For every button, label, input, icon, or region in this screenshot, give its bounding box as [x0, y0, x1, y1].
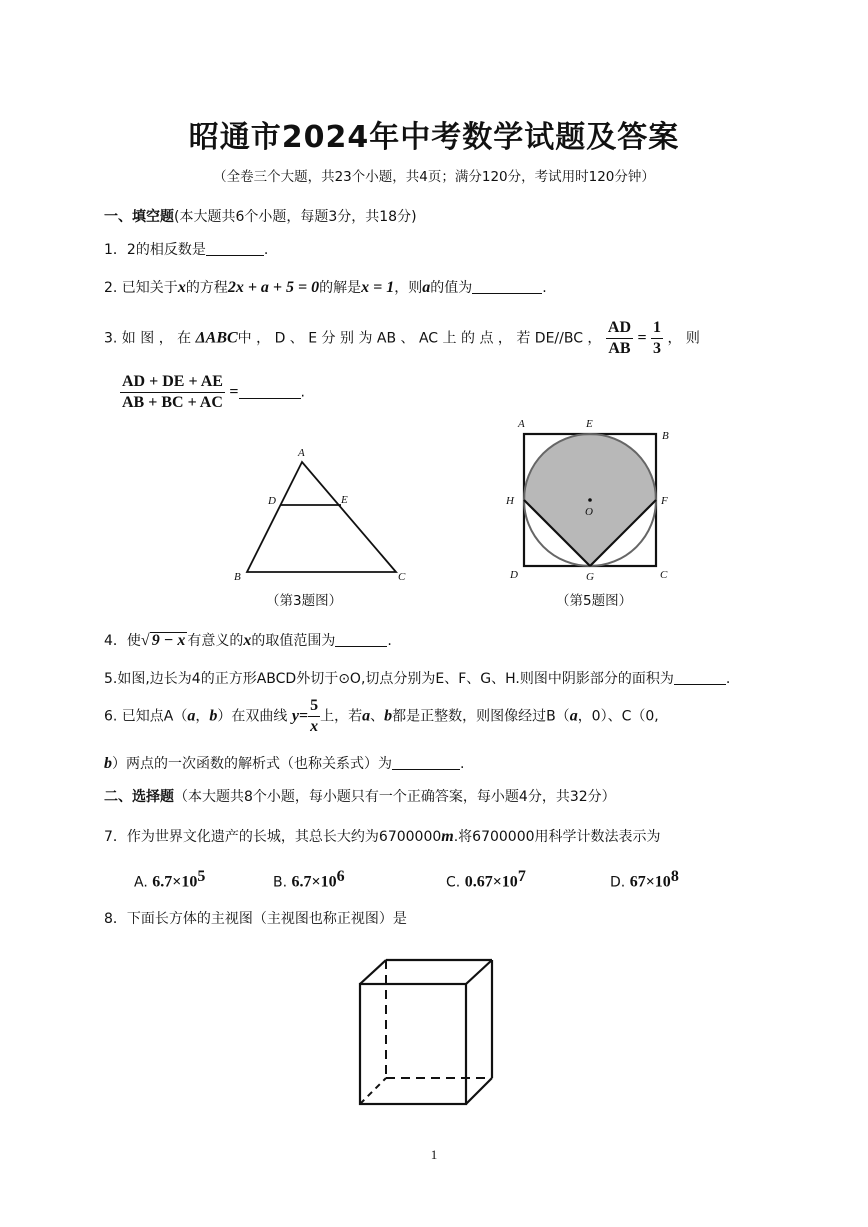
question-1-text: 1．2的相反数是 [104, 242, 206, 258]
cuboid-front-face [360, 984, 466, 1104]
equation: 2x + a + 5 = 0 [227, 279, 320, 296]
question-5-text: 5.如图,边长为4的正方形ABCD外切于⊙O,切点分别为E、F、G、H.则图中阴影部分的面积为 [104, 671, 674, 687]
var-b: b [384, 707, 393, 725]
label-b: B [662, 430, 669, 442]
var-b: b [104, 755, 112, 772]
label-e: E [586, 418, 593, 430]
question-6-text-c: ）在双曲线 [217, 708, 288, 725]
frac-den: AB + BC + AC [122, 394, 223, 411]
fraction-perimeter [120, 372, 225, 413]
question-3-text-b: 中 ， D 、 E 分 别 为 AB 、 AC 上 的 点 ， 若 DE//BC ， [237, 330, 602, 347]
answer-blank[interactable] [674, 670, 726, 685]
cuboid-edge [360, 960, 386, 984]
question-2-text-a: 2. 已知关于 [104, 280, 178, 296]
fraction-1-3 [651, 318, 663, 359]
page-subtitle: （全卷三个大题，共23个小题，共4页；满分120分，考试用时120分钟） [213, 169, 655, 185]
frac-num: AD + DE + AE [120, 372, 225, 393]
var-a: a [422, 279, 431, 296]
question-4-text-c: 的取值范围为 [251, 633, 336, 649]
label-d: D [510, 569, 518, 581]
triangle-abc: ΔABC [195, 329, 238, 347]
var-x: x [177, 279, 186, 296]
section-2-title: 二、选择题 [104, 789, 174, 805]
triangle-abc-shape [247, 462, 396, 572]
option-label: B. [273, 874, 288, 891]
answer-blank[interactable] [206, 241, 264, 256]
option-exponent: 7 [517, 868, 526, 885]
var-a: a [362, 707, 371, 725]
question-6-text-g: ，0）、C（0, [577, 708, 659, 725]
question-4-text-b: 有意义的 [187, 633, 244, 649]
fraction-5-x [308, 696, 320, 737]
option-exponent: 8 [670, 868, 679, 885]
option-value: 0.67×10 [464, 873, 518, 891]
section-1-note: (本大题共6个小题，每题3分，共18分) [174, 209, 417, 225]
question-6-text-f: 都是正整数，则图像经过B（ [392, 708, 570, 725]
var-b: b [209, 707, 218, 725]
frac-den: x [310, 718, 319, 735]
question-5: 5.如图,边长为4的正方形ABCD外切于⊙O,切点分别为E、F、G、H.则图中阴影部分的面积为 . [104, 671, 731, 687]
answer-blank[interactable] [392, 755, 460, 770]
option-d[interactable] [610, 868, 679, 892]
solution: x = 1 [361, 279, 395, 296]
cuboid-edge [466, 1078, 492, 1104]
unit-m: m [441, 828, 454, 845]
label-h: H [506, 495, 514, 507]
question-2-text-b: 的方程 [185, 280, 228, 296]
frac-den: AB [608, 340, 631, 357]
question-8-text: 8．下面长方体的主视图（主视图也称正视图）是 [104, 911, 407, 927]
equals: = [229, 383, 239, 401]
label-b: B [234, 571, 241, 583]
figure-3-triangle [226, 440, 416, 586]
question-6-text-a: 6. 已知点A（ [104, 708, 188, 725]
section-2-note: （本大题共8个小题，每小题只有一个正确答案，每小题4分，共32分） [174, 789, 616, 805]
option-c[interactable] [446, 868, 526, 892]
option-exponent: 6 [336, 868, 345, 885]
question-6-text-e: 、 [370, 708, 385, 725]
section-1-title: 一、填空题 [104, 209, 174, 225]
var-y: y [291, 707, 299, 725]
fraction-ad-ab [606, 318, 633, 359]
page-title: 昭通市2024年中考数学试题及答案 [188, 120, 680, 155]
label-a: A [518, 418, 525, 430]
option-b[interactable] [273, 868, 345, 892]
label-e: E [341, 494, 348, 506]
question-4-text-a: 4．使 [104, 633, 141, 649]
section-2-heading [104, 786, 616, 806]
label-c: C [398, 571, 406, 583]
option-label: D. [610, 874, 626, 891]
equals: = [298, 707, 309, 725]
question-7 [104, 826, 661, 846]
cuboid-figure [350, 950, 500, 1110]
option-value: 6.7×10 [291, 873, 337, 891]
cuboid-edge [466, 960, 492, 984]
question-6-text-d: 上，若 [320, 708, 363, 725]
var-x: x [243, 632, 252, 649]
section-1-heading [104, 206, 417, 226]
center-point [588, 498, 592, 502]
question-2-text-d: ，则 [394, 280, 423, 296]
frac-den: 3 [653, 340, 662, 357]
var-a: a [569, 707, 578, 725]
question-6 [104, 696, 659, 737]
option-label: C. [446, 874, 461, 891]
option-value: 67×10 [629, 873, 671, 891]
question-3 [104, 318, 700, 359]
figure-3-caption: （第3题图） [266, 593, 343, 609]
question-1: 1．2的相反数是 . [104, 242, 269, 258]
radicand: 9 − x [151, 632, 186, 649]
figure-5-caption: （第5题图） [556, 593, 633, 609]
option-exponent: 5 [197, 868, 206, 885]
question-4: 4．使√ 9 − x 有意义的x的取值范围为 . [104, 632, 392, 649]
question-3-text-a: 3. 如 图 ， 在 [104, 330, 192, 347]
figure-5-square [500, 412, 680, 586]
option-value: 6.7×10 [152, 873, 198, 891]
question-2-text-c: 的解是 [319, 280, 362, 296]
question-8 [104, 908, 407, 928]
question-6-text-h: ）两点的一次函数的解析式（也称关系式）为 [112, 756, 392, 772]
question-7-text-a: 7．作为世界文化遗产的长城，其总长大约为6700000 [104, 829, 442, 845]
answer-blank[interactable] [472, 279, 542, 294]
frac-num: AD [606, 318, 633, 339]
label-a: A [298, 447, 305, 459]
answer-blank[interactable] [239, 384, 301, 399]
question-2: 2. 已知关于x的方程2x + a + 5 = 0的解是x = 1，则a的值为 . [104, 279, 547, 296]
option-label: A. [134, 874, 148, 891]
question-2-text-e: 的值为 [430, 280, 473, 296]
question-7-text-b: .将6700000用科学计数法表示为 [453, 829, 661, 845]
equals: = [637, 329, 647, 347]
page-number: 1 [430, 1147, 438, 1162]
label-d: D [268, 495, 276, 507]
frac-num: 1 [651, 318, 663, 339]
answer-blank[interactable] [335, 632, 387, 647]
var-a: a [187, 707, 196, 725]
label-f: F [661, 495, 668, 507]
sqrt-sign: √ [140, 632, 150, 649]
label-g: G [586, 571, 594, 583]
label-c: C [660, 569, 668, 581]
hidden-edge [360, 1078, 386, 1104]
question-6-line-2: b）两点的一次函数的解析式（也称关系式）为 . [104, 755, 465, 772]
question-3-line-2: $\frac{AD + DE + AE}{AB + BC + AC}$ = . [122, 373, 305, 411]
frac-num: 5 [308, 696, 320, 717]
option-a[interactable] [134, 868, 205, 892]
label-o: O [585, 506, 593, 518]
question-6-text-b: ， [195, 708, 210, 725]
question-3-text-c: ， 则 [667, 330, 700, 347]
